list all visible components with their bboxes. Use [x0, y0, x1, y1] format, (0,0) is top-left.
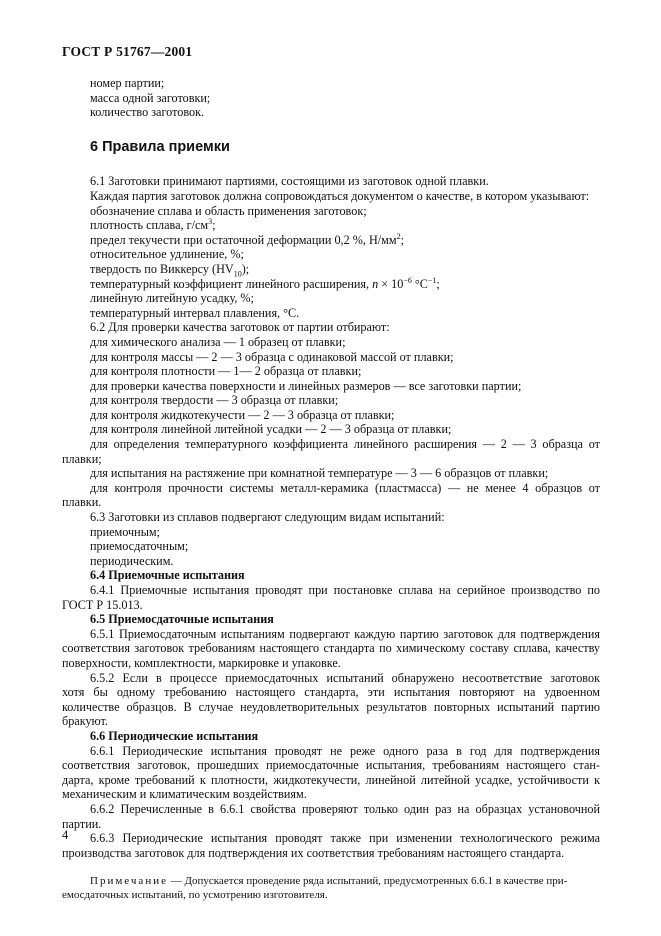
list-item-density: плотность сплава, $г/см^3$;	[90, 217, 216, 233]
list-item: для контроля линейной литейной усадки — 2 — 3 образца от плавки;	[90, 422, 452, 437]
clause-6-6-2-line: партии.	[62, 816, 102, 831]
page-number: 4	[62, 828, 69, 842]
list-item-hardness: твердость по Виккерсу $(HV_{10})$;	[90, 261, 250, 279]
list-item-thermal-line: для определения температурного коэффициента линейного расширения — 2 — 3 образца от	[90, 437, 600, 452]
list-item-thermal-cont: плавки;	[62, 451, 102, 466]
subsection-6-6-title: 6.6 Периодические испытания	[90, 728, 259, 743]
clause-6-1-text: Каждая партия заготовок должна сопровождаться документом о качестве, в котором указывают:	[90, 188, 590, 203]
clause-6-5-2-line: количестве образцов. В случае неудовлетворительных результатов повторных испытаний партию	[62, 699, 600, 714]
list-item: периодическим.	[90, 553, 174, 568]
list-item: для контроля твердости — 3 образца от плавки;	[90, 393, 339, 408]
section-6-title: 6 Правила приемки	[90, 138, 230, 155]
list-item: обозначение сплава и область применения заготовок;	[90, 203, 367, 218]
note-text: — Допускается проведение ряда испытаний, предусмотренных 6.6.1 в качестве при-	[167, 875, 568, 888]
clause-6-5-1: 6.5.1 Приемосдаточным испытаниям подвергают каждую партию заготовок для подтверждения	[90, 626, 600, 641]
list-item-thermal: температурный коэффициент линейного расширения, $n \times 10^{-6}$ $^\circ С^{-1}$;	[90, 275, 440, 291]
list-item: приемосдаточным;	[90, 539, 189, 554]
note	[62, 874, 600, 902]
list-item: линейную литейную усадку, %;	[90, 291, 254, 306]
list-item: относительное удлинение, %;	[90, 247, 244, 262]
clause-6-6-1-line: дарта, кроме требований к плотности, жидкотекучести, линейной литейной усадке, устойчивости к	[62, 772, 600, 787]
list-item: для испытания на растяжение при комнатной температуре — 3 — 6 образцов от плавки;	[90, 466, 549, 481]
subsection-6-5-title: 6.5 Приемосдаточные испытания	[90, 612, 274, 627]
clause-6-5-1-line: соответствия заготовок требованиям настоящего стандарта по химическому составу сплава, качеству	[62, 641, 600, 656]
list-item: приемочным;	[90, 524, 160, 539]
clause-6-4-1: 6.4.1 Приемочные испытания проводят при постановке сплава на серийное производство по	[90, 583, 600, 597]
clause-6-6-1-line: механическим и климатическим воздействиям.	[62, 787, 307, 802]
list-item: для контроля плотности — 1— 2 образца от плавки;	[90, 364, 362, 379]
list-item-strength-cont: плавки.	[62, 495, 102, 510]
clause-6-5-2: 6.5.2 Если в процессе приемосдаточных испытаний обнаружено несоответствие заготовок	[90, 670, 600, 685]
clause-6-5-2-line: бракуют.	[62, 714, 108, 729]
clause-6-6-3: 6.6.3 Периодические испытания проводят также при изменении технологического режима	[90, 831, 600, 846]
list-item: для контроля жидкотекучести — 2 — 3 образца от плавки;	[90, 407, 395, 422]
clause-6-6-1: 6.6.1 Периодические испытания проводят не реже одного раза в год для подтверждения	[90, 743, 600, 758]
list-item: для контроля массы — 2 — 3 образца с одинаковой массой от плавки;	[90, 349, 454, 364]
clause-6-5-2-line: хотя бы одному требованию настоящего стандарта, эти испытания повторяют на удвоенном	[62, 685, 600, 700]
doc-number: ГОСТ Р 51767—2001	[62, 44, 193, 59]
note-lead: Примечание	[90, 875, 168, 888]
clause-6-4-1-cont: ГОСТ Р 15.013.	[62, 597, 143, 612]
note-text-cont: емосдаточных испытаний, по усмотрению изготовителя.	[62, 889, 328, 902]
list-item: для проверки качества поверхности и линейных размеров — все заготовки партии;	[90, 378, 522, 393]
intro-line: количество заготовок.	[90, 105, 205, 120]
intro-line: масса одной заготовки;	[90, 90, 211, 105]
clause-6-6-3-line: производства заготовок для подтверждения их соответствия требованиям настоящего стандарта.	[62, 845, 565, 860]
list-item: для химического анализа — 1 образец от плавки;	[90, 334, 346, 349]
clause-6-5-1-line: поверхности, комплектности, маркировке и упаковке.	[62, 655, 341, 670]
clause-6-2: 6.2 Для проверки качества заготовок от партии отбирают:	[90, 320, 390, 335]
list-item-yield: предел текучести при остаточной деформации 0,2 %, $Н/мм^2$;	[90, 231, 404, 247]
intro-line: номер партии;	[90, 76, 165, 90]
clause-6-6-2: 6.6.2 Перечисленные в 6.6.1 свойства проверяют только один раз на образцах установочной	[90, 801, 600, 816]
list-item-strength-line: для контроля прочности системы металл-керамика (пластмасса) — не менее 4 образцов от	[90, 480, 600, 495]
subsection-6-4-title: 6.4 Приемочные испытания	[90, 568, 245, 583]
list-item: температурный интервал плавления, °С.	[90, 305, 300, 320]
clause-6-1: 6.1 Заготовки принимают партиями, состоящими из заготовок одной плавки.	[90, 174, 489, 189]
clause-6-3: 6.3 Заготовки из сплавов подвергают следующим видам испытаний:	[90, 510, 445, 525]
clause-6-6-1-line: соответствия заготовок, прошедших приемосдаточные испытания, требованиям настоящего стан-	[62, 758, 600, 773]
document-body	[62, 76, 600, 902]
